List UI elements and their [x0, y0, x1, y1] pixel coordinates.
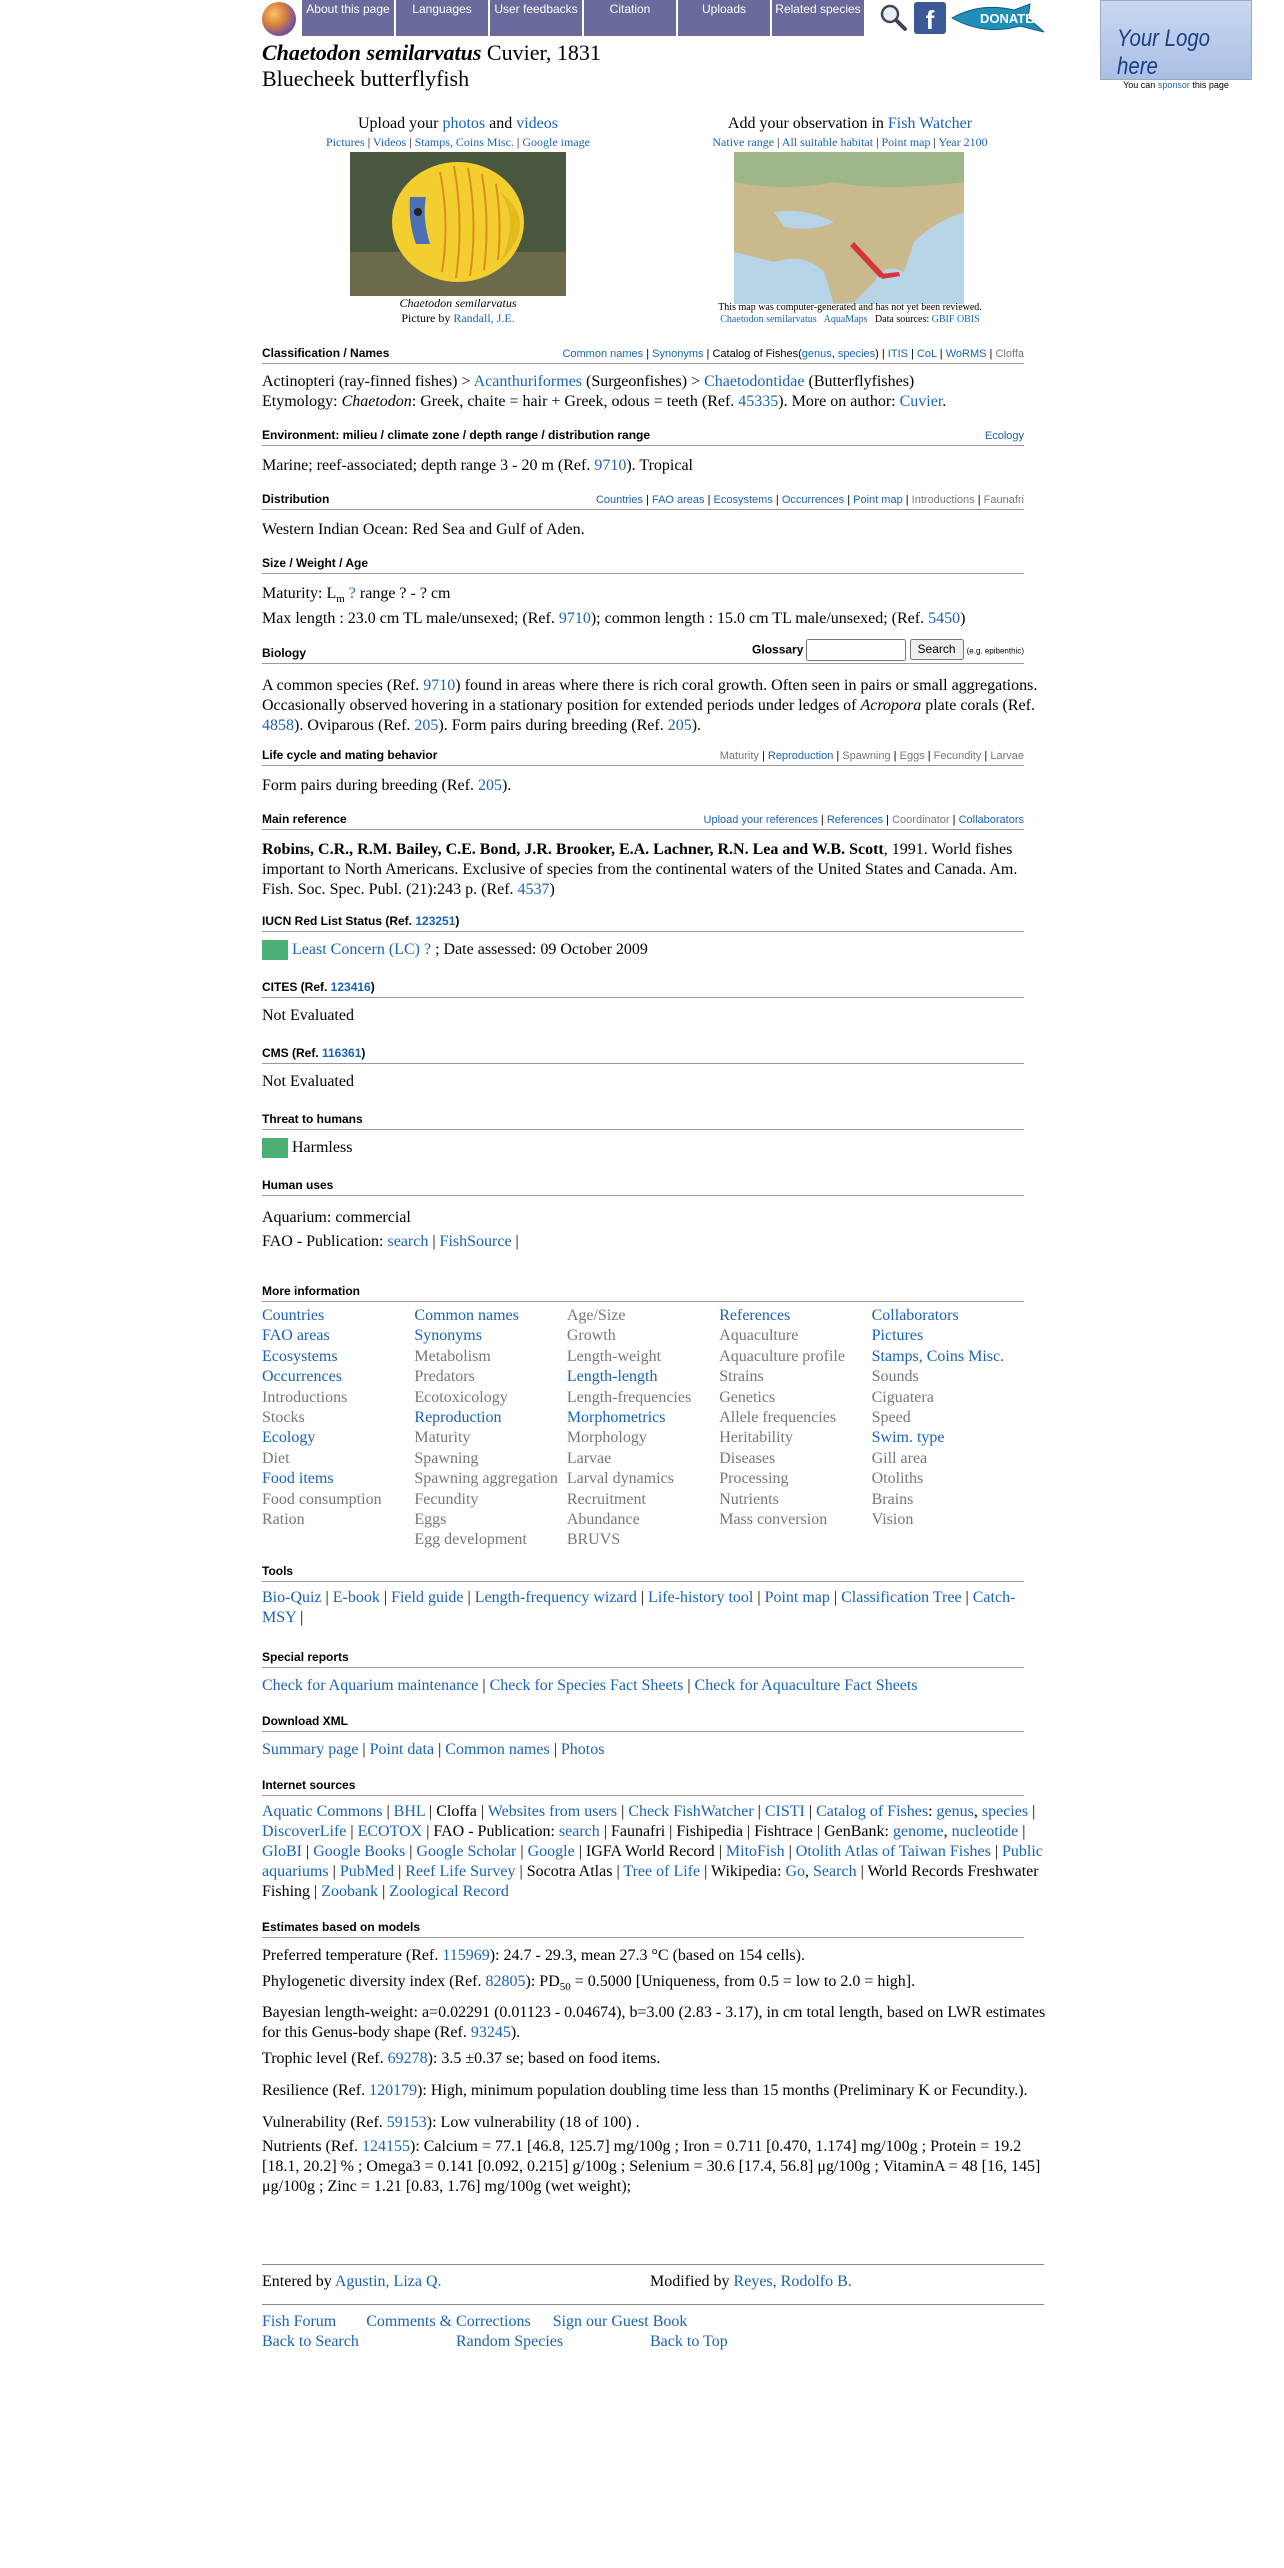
more-info-spawning: Spawning: [414, 1449, 479, 1467]
more-info-length-frequencies: Length-frequencies: [566, 1388, 692, 1406]
internet-source-reef-life-survey[interactable]: Reef Life Survey: [405, 1863, 516, 1880]
internet-source-otolith-atlas-of-taiwan-fishes[interactable]: Otolith Atlas of Taiwan Fishes: [795, 1843, 991, 1860]
more-info-age-size: Age/Size: [566, 1307, 626, 1324]
internet-source-genome[interactable]: genome: [892, 1823, 944, 1840]
download-xml-section: Download XML Summary page | Point data | Common names | Photos: [262, 1714, 1024, 1760]
videos-sub-link[interactable]: Videos: [372, 135, 407, 149]
nav-tab-user-feedbacks[interactable]: User feedbacks: [490, 0, 584, 36]
more-info-ration: Ration: [262, 1511, 305, 1529]
more-info-spawning-aggregation: Spawning aggregation: [414, 1470, 558, 1488]
more-info-diseases: Diseases: [719, 1449, 776, 1467]
internet-source-igfa-world-record: IGFA World Record: [585, 1843, 715, 1860]
point-map-link[interactable]: Point map: [881, 135, 931, 149]
more-info-food-items[interactable]: Food items: [262, 1470, 334, 1488]
stamps-link[interactable]: Stamps, Coins Misc.: [414, 135, 514, 149]
more-info-length-length[interactable]: Length-length: [566, 1368, 658, 1386]
internet-source-nucleotide[interactable]: nucleotide: [951, 1823, 1019, 1840]
internet-source-search[interactable]: search: [558, 1823, 600, 1840]
internet-source-google[interactable]: Google: [527, 1843, 575, 1860]
more-info-nutrients: Nutrients: [719, 1490, 779, 1508]
xml-point-data-link[interactable]: Point data: [369, 1741, 435, 1758]
more-info-predators: Predators: [414, 1368, 475, 1386]
more-info-length-weight: Length-weight: [566, 1347, 662, 1365]
fish-forum-link[interactable]: Fish Forum: [262, 2313, 337, 2330]
ref-link[interactable]: 4537: [517, 881, 550, 898]
more-info-processing: Processing: [719, 1470, 789, 1488]
iucn-help-link[interactable]: ?: [423, 941, 432, 958]
upload-panel: Upload your photos and videos Pictures | Videos | Stamps, Coins Misc. | Google image: [326, 115, 590, 149]
more-info-brains: Brains: [871, 1490, 914, 1508]
more-info-stamps-coins-misc[interactable]: Stamps, Coins Misc.: [871, 1347, 1005, 1365]
ref-link[interactable]: 205: [477, 777, 502, 794]
internet-source-go[interactable]: Go: [785, 1863, 806, 1880]
internet-source-species[interactable]: species: [981, 1803, 1029, 1820]
col-link[interactable]: CoL: [916, 348, 937, 360]
special-reports-section: Special reports Check for Aquarium maintenance | Check for Species Fact Sheets | Check for Aquaculture Fact Sheets: [262, 1650, 1024, 1696]
references-link[interactable]: References: [826, 814, 884, 826]
more-info-allele-frequencies: Allele frequencies: [719, 1409, 837, 1427]
donate-button[interactable]: [950, 2, 1046, 34]
internet-source-bhl[interactable]: BHL: [393, 1803, 426, 1820]
ref-link[interactable]: 120179: [369, 2082, 418, 2100]
internet-source-discoverlife[interactable]: DiscoverLife: [262, 1823, 347, 1840]
more-info-mass-conversion: Mass conversion: [719, 1511, 828, 1529]
special-check-for-species-fact-sheets-link[interactable]: Check for Species Fact Sheets: [489, 1677, 684, 1694]
comments-link[interactable]: Comments & Corrections: [366, 2313, 531, 2330]
more-info-reproduction[interactable]: Reproduction: [414, 1409, 502, 1427]
fishbase-logo-icon[interactable]: [262, 2, 296, 36]
ref-link[interactable]: 9710: [594, 457, 627, 474]
internet-source-world-records-freshwater-fishing: World Records Freshwater Fishing: [262, 1863, 1039, 1900]
threat-section: Threat to humans Harmless: [262, 1112, 1024, 1158]
ref-link[interactable]: 82805: [485, 1973, 526, 1990]
more-info-speed: Speed: [871, 1409, 911, 1427]
cms-section: CMS (Ref. 116361) Not Evaluated: [262, 1046, 1024, 1092]
footer-links-row2: [262, 2332, 728, 2352]
internet-source-zoobank[interactable]: Zoobank: [321, 1883, 379, 1900]
internet-source-fishtrace: Fishtrace: [754, 1823, 813, 1840]
more-info-food-consumption: Food consumption: [262, 1490, 382, 1508]
donate-label: DONATE: [980, 11, 1034, 26]
guest-book-link[interactable]: Sign our Guest Book: [552, 2313, 688, 2330]
more-info-larvae: Larvae: [566, 1449, 612, 1467]
ref-link[interactable]: 59153: [386, 2114, 427, 2132]
xml-summary-page-link[interactable]: Summary page: [262, 1741, 359, 1758]
internet-source-pubmed[interactable]: PubMed: [339, 1863, 395, 1880]
ref-link[interactable]: 205: [667, 717, 692, 734]
itis-link[interactable]: ITIS: [887, 348, 908, 360]
modified-by-link[interactable]: Reyes, Rodolfo B.: [733, 2273, 852, 2290]
internet-source-genbank: GenBank:: [824, 1823, 893, 1840]
page-title: Chaetodon semilarvatus Cuvier, 1831: [262, 40, 601, 65]
catalog-genus-link[interactable]: genus: [801, 348, 832, 360]
gbif-link[interactable]: GBIF: [931, 314, 955, 325]
ref-link[interactable]: 116361: [322, 1046, 362, 1060]
ref-link[interactable]: 93245: [470, 2024, 511, 2042]
footer-links-row1: [262, 2312, 687, 2332]
internet-source-fishipedia: Fishipedia: [676, 1823, 744, 1840]
nav-tab-languages[interactable]: Languages: [396, 0, 490, 36]
ref-link[interactable]: 123416: [330, 980, 371, 994]
more-info-morphology: Morphology: [566, 1429, 647, 1447]
internet-source-tree-of-life[interactable]: Tree of Life: [623, 1863, 701, 1880]
more-info-introductions: Introductions: [262, 1388, 348, 1406]
xml-photos-link[interactable]: Photos: [560, 1741, 605, 1758]
common-names-link[interactable]: Common names: [562, 348, 644, 360]
harmless-square-icon: [262, 1138, 288, 1158]
more-info-recruitment: Recruitment: [566, 1490, 646, 1508]
tools-length-frequency-wizard-link[interactable]: Length-frequency wizard: [474, 1589, 637, 1606]
suitable-habitat-link[interactable]: All suitable habitat: [781, 135, 874, 149]
special-check-for-aquarium-maintenance-link[interactable]: Check for Aquarium maintenance: [262, 1677, 479, 1694]
cites-section: CITES (Ref. 123416) Not Evaluated: [262, 980, 1024, 1026]
ecology-link[interactable]: Ecology: [984, 430, 1024, 442]
more-info-column: [567, 1306, 719, 1551]
back-to-search-link[interactable]: Back to Search: [262, 2333, 359, 2350]
more-info-countries[interactable]: Countries: [262, 1307, 325, 1324]
observation-panel: Add your observation in Fish Watcher Native range | All suitable habitat | Point map | Year 2100: [712, 115, 988, 149]
ref-link[interactable]: 4858: [262, 717, 294, 734]
more-info-ecosystems[interactable]: Ecosystems: [262, 1347, 338, 1365]
classification-heading: Classification / Names Common names | Synonyms | Catalog of Fishes(genus, species) | ITIS | CoL | WoRMS | Cloffa: [262, 346, 1024, 364]
more-info-maturity: Maturity: [414, 1429, 471, 1447]
glossary-search-button[interactable]: Search: [910, 639, 964, 660]
more-info-abundance: Abundance: [566, 1511, 640, 1529]
ref-link[interactable]: 9710: [423, 677, 456, 694]
more-info-ciguatera: Ciguatera: [871, 1388, 934, 1406]
year-2100-link[interactable]: Year 2100: [938, 135, 988, 149]
more-info-strains: Strains: [719, 1368, 764, 1386]
ref-link[interactable]: 9710: [558, 610, 591, 628]
fish-photo[interactable]: [350, 152, 566, 296]
status-square-icon: [262, 940, 288, 960]
human-uses-section: Human uses Aquarium: commercial FAO - Publication: search | FishSource |: [262, 1178, 1024, 1254]
ref-link[interactable]: 69278: [387, 2050, 428, 2068]
more-info-column: [719, 1306, 871, 1551]
maturity-help-link[interactable]: ?: [348, 585, 356, 602]
logo-text: Your Logo here: [1117, 25, 1211, 80]
more-info-pictures[interactable]: Pictures: [871, 1327, 924, 1345]
sponsor-logo-placeholder[interactable]: [1100, 0, 1252, 80]
glossary-search-input[interactable]: [806, 639, 906, 661]
search-icon[interactable]: [878, 2, 908, 32]
more-info-aquaculture: Aquaculture: [719, 1327, 799, 1345]
more-info-column: [414, 1306, 566, 1551]
iucn-status-link[interactable]: Least Concern (LC): [292, 941, 420, 958]
tools-classification-tree-link[interactable]: Classification Tree: [841, 1589, 962, 1606]
nav-tab-related-species[interactable]: Related species: [772, 0, 866, 36]
internet-source-websites-from-users[interactable]: Websites from users: [487, 1803, 618, 1820]
more-info-stocks: Stocks: [262, 1409, 305, 1427]
more-info-otoliths: Otoliths: [871, 1470, 924, 1488]
internet-source-fao-publication: FAO - Publication:: [433, 1823, 559, 1840]
author-link[interactable]: Cuvier: [899, 393, 943, 410]
footer-divider: [262, 2264, 1044, 2265]
countries-link[interactable]: Countries: [595, 494, 643, 506]
distribution-section: Distribution Countries | FAO areas | Ecosystems | Occurrences | Point map | Introductions | Faunafri Western Indian Ocean: Red Sea and Gulf of Aden.: [262, 492, 1024, 540]
more-info-column: [262, 1306, 414, 1551]
distribution-map[interactable]: [734, 152, 964, 304]
more-info-morphometrics[interactable]: Morphometrics: [566, 1409, 666, 1427]
photographer-link[interactable]: Randall, J.E.: [453, 311, 515, 325]
internet-source-search[interactable]: Search: [813, 1863, 857, 1880]
map-caption: This map was computer-generated and has not yet been reviewed. Chaetodon semilarvatus AquaMaps Data sources: GBIF OBIS: [718, 302, 982, 325]
internet-source-check-fishwatcher[interactable]: Check FishWatcher: [628, 1803, 754, 1820]
distribution-text: Western Indian Ocean: Red Sea and Gulf of Aden.: [262, 521, 585, 538]
ref-link[interactable]: 205: [414, 717, 439, 734]
internet-source-cisti[interactable]: CISTI: [764, 1803, 805, 1820]
tools-bio-quiz-link[interactable]: Bio-Quiz: [262, 1589, 322, 1606]
estimates-section: Estimates based on models Preferred temperature (Ref. 115969): 24.7 - 29.3, mean 27.3 °C (based on 154 cells). Phylogenetic diversity index (Ref. 82805): $PD_{50} = 0.5000$ [Uniqueness, from 0.5 = low to 2.0 = high]. Bayesian length-weight: a=0.02291 (0.01123 - 0.04674), b=3.00 (2.83 - 3.17), in cm total length, based on LWR estimates for this Genus-body shape (Ref. 93245). Trophic level (Ref. 69278): 3.5 ±0.37 se; based on food items. Resilience (Ref. 120179): High, minimum population doubling time less than 15 months (Preliminary K or Fecundity.). Vulnerability (Ref. 59153): Low vulnerability (18 of 100) . Nutrients (Ref. 124155): Calcium = 77.1 [46.8, 125.7] mg/100g ; Iron = 0.711 [0.470, 1.174] mg/100g ; Protein = 19.2 [18.1, 20.2] % ; Omega3 = 0.141 [0.092, 0.215] g/100g ; Selenium = 30.6 [17.4, 56.8] μg/100g ; VitaminA = 48 [16, 145] μg/100g ; Zinc = 1.21 [0.83, 1.76] mg/100g (wet weight);: [262, 1920, 1046, 2196]
more-info-grid: [262, 1306, 1024, 1551]
tools-point-map-link[interactable]: Point map: [764, 1589, 830, 1606]
more-info-egg-development: Egg development: [414, 1531, 527, 1549]
tools-catch-msy-link[interactable]: Catch-MSY: [262, 1589, 1016, 1626]
back-to-top-link[interactable]: Back to Top: [650, 2333, 728, 2350]
internet-source-zoological-record[interactable]: Zoological Record: [389, 1883, 509, 1900]
internet-source-public-aquariums[interactable]: Public aquariums: [262, 1843, 1043, 1880]
more-info-gill-area: Gill area: [871, 1449, 928, 1467]
more-info-larval-dynamics: Larval dynamics: [566, 1470, 674, 1488]
more-info-vision: Vision: [871, 1511, 914, 1529]
special-check-for-aquaculture-fact-sheets-link[interactable]: Check for Aquaculture Fact Sheets: [694, 1677, 918, 1694]
native-range-link[interactable]: Native range: [712, 135, 775, 149]
occurrences-link[interactable]: Occurrences: [781, 494, 845, 506]
family-link[interactable]: Chaetodontidae: [704, 373, 805, 390]
more-info-occurrences[interactable]: Occurrences: [262, 1368, 342, 1386]
more-info-column: [872, 1306, 1024, 1551]
facebook-icon[interactable]: f: [914, 2, 946, 34]
ref-link[interactable]: 123251: [415, 914, 456, 928]
sponsor-note: You can sponsor this page: [1123, 80, 1229, 90]
more-info-genetics: Genetics: [719, 1388, 776, 1406]
fao-areas-link[interactable]: FAO areas: [651, 494, 705, 506]
reproduction-link[interactable]: Reproduction: [767, 750, 834, 762]
internet-source-ecotox[interactable]: ECOTOX: [357, 1823, 423, 1840]
ref-link[interactable]: 124155: [361, 2138, 410, 2156]
worms-link[interactable]: WoRMS: [945, 348, 987, 360]
ref-link[interactable]: 115969: [442, 1947, 490, 1964]
internet-source-globi[interactable]: GloBI: [262, 1843, 302, 1860]
videos-link[interactable]: videos: [516, 115, 558, 132]
tools-section: Tools Bio-Quiz | E-book | Field guide | Length-frequency wizard | Life-history tool | Point map | Classification Tree | Catch-MSY |: [262, 1564, 1024, 1628]
modified-by: Modified by Reyes, Rodolfo B.: [650, 2273, 852, 2290]
internet-source-cloffa: Cloffa: [436, 1803, 477, 1820]
internet-sources-section: Internet sources Aquatic Commons | BHL | Cloffa | Websites from users | Check FishWatcher | CISTI | Catalog of Fishes: genus, species | DiscoverLife | ECOTOX | FAO - Publication: search | Faunafri | Fishipedia | Fishtrace | GenBank: genome, nucleotide | GloBI | Google Books | Google Scholar | Google | IGFA World Record | MitoFish | Otolith Atlas of Taiwan Fishes | Public aquariums | PubMed | Reef Life Survey | Socotra Atlas | Tree of Life | Wikipedia: Go, Search | World Records Freshwater Fishing | Zoobank | Zoological Record: [262, 1778, 1043, 1900]
more-info-sounds: Sounds: [871, 1368, 919, 1386]
google-image-link[interactable]: Google image: [522, 135, 590, 149]
common-name: Bluecheek butterflyfish: [262, 66, 470, 91]
photo-caption: Chaetodon semilarvatus Picture by Randall, J.E.: [399, 296, 517, 325]
etymology-line: Etymology: Chaetodon: Greek, chaite = hair + Greek, odous = teeth (Ref. 45335). More on author: Cuvier.: [262, 393, 947, 410]
entered-by: Entered by Agustin, Liza Q.: [262, 2273, 442, 2290]
internet-source-wikipedia: Wikipedia:: [711, 1863, 786, 1880]
more-info-fecundity: Fecundity: [414, 1490, 479, 1508]
more-info-common-names[interactable]: Common names: [414, 1307, 519, 1324]
ref-link[interactable]: 5450: [928, 610, 961, 628]
internet-source-faunafri: Faunafri: [610, 1823, 666, 1840]
environment-section: Environment: milieu / climate zone / depth range / distribution range Ecology Marine; reef-associated; depth range 3 - 20 m (Ref. 9710). Tropical: [262, 428, 1024, 474]
more-info-diet: Diet: [262, 1449, 290, 1467]
tools-life-history-tool-link[interactable]: Life-history tool: [648, 1589, 754, 1606]
internet-source-socotra-atlas: Socotra Atlas: [526, 1863, 613, 1880]
iucn-section: IUCN Red List Status (Ref. 123251) Least Concern (LC) ? ; Date assessed: 09 October 2009: [262, 914, 1024, 960]
obis-link[interactable]: OBIS: [956, 314, 980, 325]
map-species-link[interactable]: Chaetodon semilarvatus: [720, 314, 817, 325]
classification-section: [262, 346, 1024, 412]
internet-source-google-books[interactable]: Google Books: [313, 1843, 406, 1860]
top-nav: [302, 0, 866, 36]
more-info-heritability: Heritability: [719, 1429, 793, 1447]
catalog-species-link[interactable]: species: [837, 348, 876, 360]
internet-source-aquatic-commons[interactable]: Aquatic Commons: [262, 1803, 383, 1820]
tools-e-book-link[interactable]: E-book: [332, 1589, 380, 1606]
ecosystems-link[interactable]: Ecosystems: [713, 494, 773, 506]
more-info-fao-areas[interactable]: FAO areas: [262, 1327, 330, 1345]
collaborators-link[interactable]: Collaborators: [958, 814, 1024, 826]
entered-by-link[interactable]: Agustin, Liza Q.: [334, 2273, 442, 2290]
point-map-link[interactable]: Point map: [853, 494, 903, 506]
nav-tab-uploads[interactable]: Uploads: [678, 0, 772, 36]
lifecycle-section: Life cycle and mating behavior Maturity | Reproduction | Spawning | Eggs | Fecundity | Larvae Form pairs during breeding (Ref. 205).: [262, 748, 1024, 794]
internet-source-catalog-of-fishes[interactable]: Catalog of Fishes: [816, 1803, 929, 1820]
more-info-swim-type[interactable]: Swim. type: [871, 1429, 945, 1447]
size-section: Size / Weight / Age Maturity: $L_m$ ? range ? - ? cm Max length : 23.0 cm TL male/unsexed; (Ref. 9710); common length : 15.0 cm TL male/unsexed; (Ref. 5450): [262, 556, 1024, 629]
more-info-eggs: Eggs: [414, 1511, 447, 1529]
biology-section: Biology Glossary Search (e.g. epibenthic) A common species (Ref. 9710) found in areas where there is rich coral growth. Often seen in pairs or small aggregations. Occasionally observed hovering in a stationary position for extended periods under ledges of Acropora plate corals (Ref. 4858). Oviparous (Ref. 205). Form pairs during breeding (Ref. 205).: [262, 640, 1024, 736]
more-info-synonyms[interactable]: Synonyms: [414, 1327, 482, 1345]
more-info-references[interactable]: References: [719, 1307, 791, 1324]
more-info-growth: Growth: [566, 1327, 616, 1345]
ref-link[interactable]: 45335: [738, 393, 779, 410]
upload-references-link[interactable]: Upload your references: [703, 814, 818, 826]
internet-source-mitofish[interactable]: MitoFish: [725, 1843, 785, 1860]
nav-tab-citation[interactable]: Citation: [584, 0, 678, 36]
synonyms-link[interactable]: Synonyms: [652, 348, 704, 360]
footer-divider: [262, 2304, 1044, 2305]
internet-source-genus[interactable]: genus: [936, 1803, 974, 1820]
pictures-link[interactable]: Pictures: [326, 135, 365, 149]
internet-source-google-scholar[interactable]: Google Scholar: [416, 1843, 517, 1860]
more-info-section: More information Countries FAO areas Ecosystems Occurrences Introductions Stocks Ecology Diet Food items Food consumption Ration Common names Synonyms Metabolism Predators Ecotoxicology Reproduction Maturity Spawning Spawning aggregation Fecundity Eggs Egg development Age/Size Growth Length-weight Length-length Length-frequencies Morphometrics Morphology Larvae Larval dynamics Recruitment Abundance BRUVS References Aquaculture Aquaculture profile Strains Genetics Allele frequencies Heritability Diseases Processing Nutrients Mass conversion Collaborators Pictures Stamps, Coins Misc. Sounds Ciguatera Speed Swim. type Gill area Otoliths Brains Vision: [262, 1284, 1024, 1551]
more-info-metabolism: Metabolism: [414, 1347, 491, 1365]
fao-search-link[interactable]: search: [387, 1233, 429, 1250]
more-info-aquaculture-profile: Aquaculture profile: [719, 1347, 845, 1365]
aquamaps-link[interactable]: AquaMaps: [823, 314, 868, 325]
main-reference-section: Main reference Upload your references | References | Coordinator | Collaborators Robins, C.R., R.M. Bailey, C.E. Bond, J.R. Brooker, E.A. Lachner, R.N. Lea and W.B. Scott, 1991. World fishes important to North Americans. Exclusive of species from the continental waters of the United States and Canada. Am. Fish. Soc. Spec. Publ. (21):243 p. (Ref. 4537): [262, 812, 1024, 898]
taxonomy-line: Actinopteri (ray-finned fishes) > Acanthuriformes (Surgeonfishes) > Chaetodontidae (Butterflyfishes): [262, 373, 915, 390]
fishsource-link[interactable]: FishSource: [439, 1233, 512, 1250]
more-info-collaborators[interactable]: Collaborators: [871, 1307, 959, 1324]
more-info-bruvs: BRUVS: [566, 1531, 621, 1549]
more-info-ecology[interactable]: Ecology: [262, 1429, 316, 1447]
tools-field-guide-link[interactable]: Field guide: [391, 1589, 464, 1606]
fish-watcher-link[interactable]: Fish Watcher: [887, 115, 973, 132]
more-info-ecotoxicology: Ecotoxicology: [414, 1388, 508, 1406]
random-species-link[interactable]: Random Species: [456, 2333, 564, 2350]
sponsor-link[interactable]: sponsor: [1157, 80, 1190, 90]
order-link[interactable]: Acanthuriformes: [473, 373, 583, 390]
nav-tab-about[interactable]: About this page: [302, 0, 396, 36]
photos-link[interactable]: photos: [442, 115, 486, 132]
xml-common-names-link[interactable]: Common names: [445, 1741, 550, 1758]
